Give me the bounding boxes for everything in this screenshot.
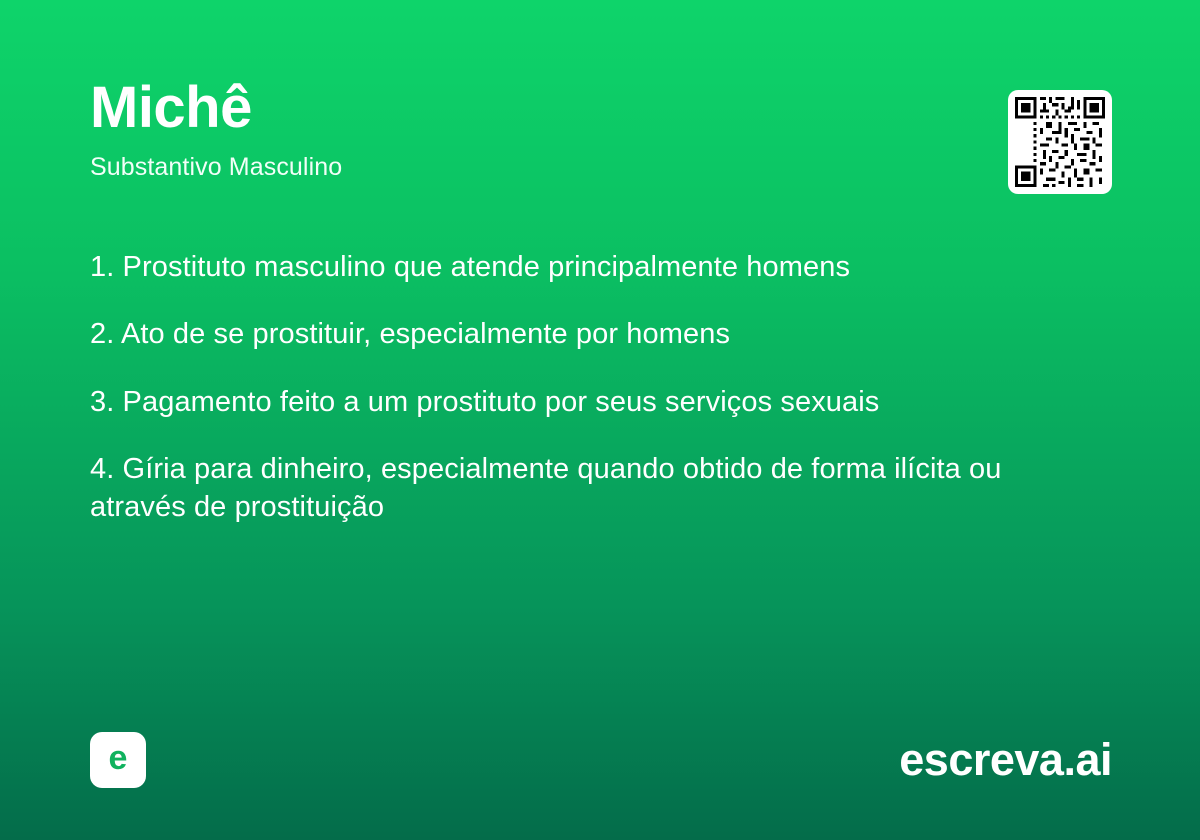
card-footer [90, 732, 1112, 788]
definitions-list [90, 248, 1112, 526]
definition-item: 4. Gíria para dinheiro, especialmente quando obtido de forma ilícita ou através de prostituição [90, 452, 1002, 524]
definition-item: 2. Ato de se prostituir, especialmente por homens [90, 318, 731, 351]
qr-code-icon[interactable] [1008, 90, 1112, 194]
part-of-speech: Substantivo Masculino [90, 152, 343, 181]
definition-item: 3. Pagamento feito a um prostituto por seus serviços sexuais [90, 385, 880, 418]
brand-name: escreva.ai [899, 734, 1112, 785]
word-title: Michê [90, 75, 252, 140]
definition-item: 1. Prostituto masculino que atende principalmente homens [90, 251, 851, 283]
header-text-group [90, 75, 343, 182]
escreva-logo-icon: e [90, 732, 146, 788]
card-header [90, 75, 1112, 194]
